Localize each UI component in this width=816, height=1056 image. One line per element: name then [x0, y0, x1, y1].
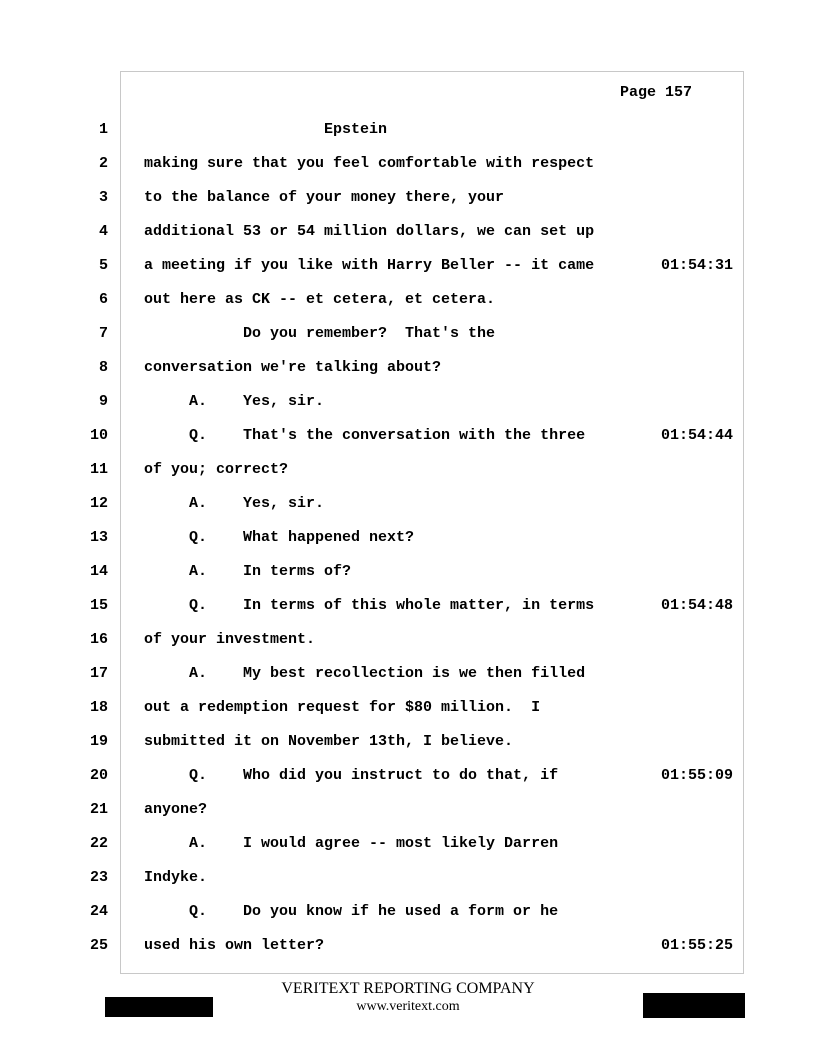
- transcript-line: [0, 596, 816, 616]
- transcript-line: [0, 868, 816, 888]
- line-text: A. My best recollection is we then filled: [144, 665, 586, 682]
- line-text: submitted it on November 13th, I believe.: [144, 733, 514, 750]
- timestamp: 01:55:25: [661, 937, 734, 954]
- footer-website: www.veritext.com: [356, 999, 460, 1014]
- line-text: used his own letter?: [144, 937, 325, 954]
- line-number: 12: [89, 495, 108, 512]
- line-number: 19: [89, 733, 108, 750]
- transcript-line: [0, 392, 816, 412]
- transcript-line: [0, 766, 816, 786]
- line-number: 13: [89, 529, 108, 546]
- line-text: making sure that you feel comfortable with respect: [144, 155, 595, 172]
- line-text: Do you remember? That's the: [144, 325, 496, 342]
- transcript-line: [0, 120, 816, 140]
- timestamp: 01:54:31: [661, 257, 734, 274]
- line-number: 18: [89, 699, 108, 716]
- timestamp: 01:54:48: [661, 597, 734, 614]
- line-text: Epstein: [144, 121, 388, 138]
- transcript-line: [0, 936, 816, 956]
- transcript-line: [0, 324, 816, 344]
- line-number: 9: [98, 393, 108, 410]
- line-text: Q. Who did you instruct to do that, if: [144, 767, 559, 784]
- line-text: A. I would agree -- most likely Darren: [144, 835, 559, 852]
- transcript-line: [0, 188, 816, 208]
- line-number: 1: [98, 121, 108, 138]
- transcript-line: [0, 562, 816, 582]
- transcript-line: [0, 494, 816, 514]
- line-number: 24: [89, 903, 108, 920]
- line-text: Q. That's the conversation with the three: [144, 427, 586, 444]
- line-number: 4: [98, 223, 108, 240]
- line-number: 16: [89, 631, 108, 648]
- redaction-box-right: [643, 993, 745, 1018]
- line-number: 17: [89, 665, 108, 682]
- line-number: 25: [89, 937, 108, 954]
- transcript-line: [0, 664, 816, 684]
- line-text: out a redemption request for $80 million. I: [144, 699, 541, 716]
- line-number: 14: [89, 563, 108, 580]
- line-text: a meeting if you like with Harry Beller -- it came: [144, 257, 595, 274]
- transcript-line: [0, 256, 816, 276]
- footer-company: VERITEXT REPORTING COMPANY: [281, 980, 535, 997]
- line-text: conversation we're talking about?: [144, 359, 442, 376]
- transcript-line: [0, 460, 816, 480]
- line-number: 22: [89, 835, 108, 852]
- line-number: 7: [98, 325, 108, 342]
- line-text: of your investment.: [144, 631, 316, 648]
- timestamp: 01:55:09: [661, 767, 734, 784]
- line-text: Q. Do you know if he used a form or he: [144, 903, 559, 920]
- line-number: 5: [98, 257, 108, 274]
- transcript-line: [0, 358, 816, 378]
- line-number: 10: [89, 427, 108, 444]
- line-text: of you; correct?: [144, 461, 289, 478]
- line-text: Indyke.: [144, 869, 208, 886]
- transcript-line: [0, 698, 816, 718]
- line-text: anyone?: [144, 801, 208, 818]
- transcript-line: [0, 834, 816, 854]
- transcript-line: [0, 154, 816, 174]
- transcript-line: [0, 426, 816, 446]
- line-number: 3: [98, 189, 108, 206]
- line-text: Q. In terms of this whole matter, in terms: [144, 597, 595, 614]
- line-number: 8: [98, 359, 108, 376]
- transcript-line: [0, 800, 816, 820]
- line-text: A. In terms of?: [144, 563, 352, 580]
- line-number: 23: [89, 869, 108, 886]
- transcript-line: [0, 290, 816, 310]
- line-number: 20: [89, 767, 108, 784]
- line-number: 2: [98, 155, 108, 172]
- line-text: to the balance of your money there, your: [144, 189, 505, 206]
- line-text: out here as CK -- et cetera, et cetera.: [144, 291, 496, 308]
- page-number: Page 157: [620, 84, 693, 101]
- line-number: 21: [89, 801, 108, 818]
- transcript-line: [0, 222, 816, 242]
- transcript-line: [0, 902, 816, 922]
- line-number: 6: [98, 291, 108, 308]
- line-text: additional 53 or 54 million dollars, we can set up: [144, 223, 595, 240]
- line-number: 11: [89, 461, 108, 478]
- line-text: A. Yes, sir.: [144, 393, 325, 410]
- timestamp: 01:54:44: [661, 427, 734, 444]
- line-number: 15: [89, 597, 108, 614]
- redaction-box-left: [105, 997, 213, 1017]
- transcript-line: [0, 732, 816, 752]
- line-text: A. Yes, sir.: [144, 495, 325, 512]
- transcript-line: [0, 630, 816, 650]
- transcript-line: [0, 528, 816, 548]
- line-text: Q. What happened next?: [144, 529, 415, 546]
